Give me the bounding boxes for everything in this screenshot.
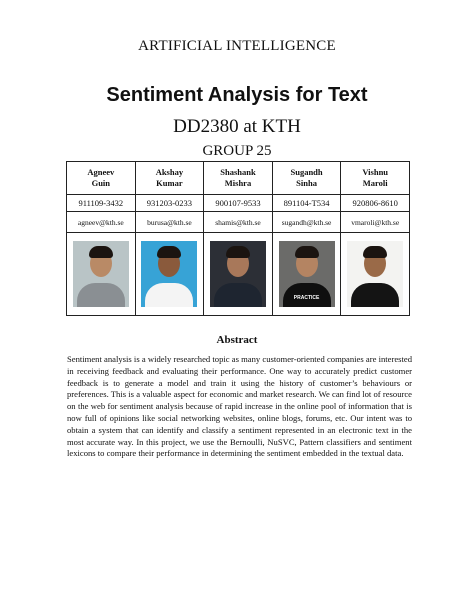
hair-shape — [157, 246, 181, 258]
member-photo-cell — [135, 233, 204, 316]
members-photo-row — [67, 233, 410, 316]
member-photo-cell — [67, 233, 136, 316]
members-table — [66, 161, 410, 316]
member-first-name: Vishnu — [362, 167, 389, 177]
person-photo-icon — [73, 241, 129, 307]
group-label: GROUP 25 — [202, 143, 272, 159]
member-id: 920806-8610 — [341, 195, 410, 212]
member-name-cell — [272, 162, 341, 195]
member-name-cell — [341, 162, 410, 195]
member-first-name: Akshay — [155, 167, 184, 177]
shirt-text: PRACTICE — [293, 295, 320, 301]
member-email: shamis@kth.se — [204, 212, 273, 233]
member-email: agneev@kth.se — [67, 212, 136, 233]
member-last-name: Guin — [91, 178, 111, 188]
member-last-name: Sinha — [296, 178, 317, 188]
member-photo-cell — [204, 233, 273, 316]
person-photo-icon — [141, 241, 197, 307]
member-id: 900107-9533 — [204, 195, 273, 212]
hair-shape — [226, 246, 250, 258]
person-photo-icon — [279, 241, 335, 307]
abstract-heading: Abstract — [216, 334, 258, 346]
member-id: 931203-0233 — [135, 195, 204, 212]
person-photo-icon — [210, 241, 266, 307]
member-name-cell — [67, 162, 136, 195]
member-photo-cell — [272, 233, 341, 316]
member-email: burusa@kth.se — [135, 212, 204, 233]
member-name-cell — [135, 162, 204, 195]
course-name: ARTIFICIAL INTELLIGENCE — [138, 38, 336, 54]
member-last-name: Maroli — [362, 178, 388, 188]
member-name-cell — [204, 162, 273, 195]
member-first-name: Agneev — [87, 167, 115, 177]
member-photo-cell — [341, 233, 410, 316]
hair-shape — [89, 246, 113, 258]
member-first-name: Sugandh — [290, 167, 323, 177]
person-photo-icon — [347, 241, 403, 307]
shirt-shape — [214, 283, 262, 307]
hair-shape — [295, 246, 319, 258]
shirt-shape — [77, 283, 125, 307]
member-email: vmaroli@kth.se — [341, 212, 410, 233]
member-id: 891104-T534 — [272, 195, 341, 212]
member-first-name: Shashank — [220, 167, 256, 177]
members-name-row — [67, 162, 410, 195]
shirt-shape — [145, 283, 193, 307]
member-email: sugandh@kth.se — [272, 212, 341, 233]
abstract-text: Sentiment analysis is a widely researched topic as many customer-oriented companies are interested in receiving feedback and evaluating their performance. One way to accurately predict customer feedback is to generate a model and train it using the history of customer’s behaviours or preferences. This is a valuable aspect for economic and market research. We can find lot of resource on the web for sentiment analysis because of rapid increase in the online pool of information that is now full of opinions like social networking websites, online blogs, forums, etc. Our intent was to obtain a system that can identify and classify a sentiment represented in an electronic text in the most accurate way. In this project, we use the Bernoulli, NuSVC, Pattern classifiers and sentiment lexicons to compare their performance in determining the sentiment embedded in the textual data. — [67, 354, 412, 459]
member-last-name: Kumar — [156, 178, 183, 188]
shirt-shape — [351, 283, 399, 307]
member-last-name: Mishra — [224, 178, 252, 188]
course-code: DD2380 at KTH — [173, 116, 301, 137]
members-id-row — [67, 195, 410, 212]
members-email-row — [67, 212, 410, 233]
paper-title: Sentiment Analysis for Text — [106, 84, 368, 106]
member-id: 911109-3432 — [67, 195, 136, 212]
hair-shape — [363, 246, 387, 258]
